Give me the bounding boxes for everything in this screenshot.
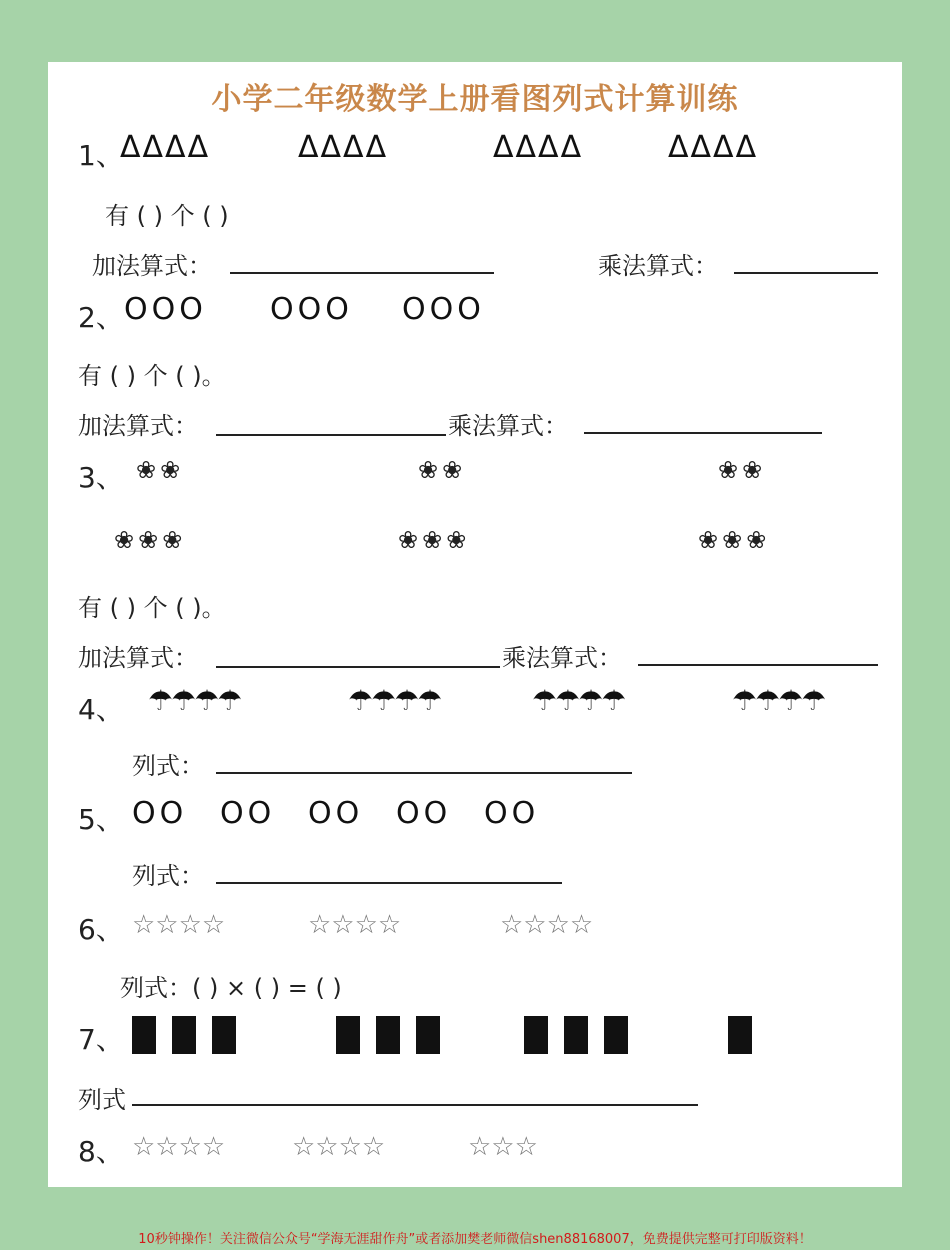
flower-group: ❀❀ xyxy=(136,456,185,484)
circle-group: OOO xyxy=(270,292,353,327)
formula-label: 列式 xyxy=(78,1086,126,1114)
flower-group: ❀❀❀ xyxy=(114,526,187,554)
circle-group: OO xyxy=(220,796,276,831)
answer-line[interactable] xyxy=(216,882,562,884)
circle-group: OO xyxy=(308,796,364,831)
block-group xyxy=(336,1016,456,1054)
star-group: ☆☆☆☆ xyxy=(132,910,226,940)
umbrella-group: ☂☂☂☂ xyxy=(148,684,241,717)
circle-group: OO xyxy=(396,796,452,831)
worksheet xyxy=(48,62,902,1187)
question-number-1: 1、 xyxy=(78,139,124,172)
star-group: ☆☆☆☆ xyxy=(500,910,594,940)
block xyxy=(172,1016,196,1054)
question-number-8: 8、 xyxy=(78,1135,124,1168)
blank-prompt: 有 ( ) 个 ( ) xyxy=(105,202,229,230)
answer-line[interactable] xyxy=(638,664,878,666)
blank-prompt: 有 ( ) 个 ( )。 xyxy=(78,594,226,622)
star-group: ☆☆☆☆ xyxy=(132,1132,226,1162)
answer-line[interactable] xyxy=(216,772,632,774)
block xyxy=(212,1016,236,1054)
question-number-2: 2、 xyxy=(78,301,124,334)
block xyxy=(376,1016,400,1054)
worksheet-title: 小学二年级数学上册看图列式计算训练 xyxy=(211,82,739,117)
umbrella-group: ☂☂☂☂ xyxy=(732,684,825,717)
question-number-6: 6、 xyxy=(78,913,124,946)
triangle-group: ΔΔΔΔ xyxy=(298,130,389,165)
answer-line[interactable] xyxy=(584,432,822,434)
triangle-group: ΔΔΔΔ xyxy=(668,130,759,165)
block xyxy=(564,1016,588,1054)
star-group: ☆☆☆☆ xyxy=(308,910,402,940)
circle-group: OOO xyxy=(402,292,485,327)
flower-group: ❀❀ xyxy=(718,456,767,484)
question-number-3: 3、 xyxy=(78,461,124,494)
block-group xyxy=(728,1016,768,1054)
triangle-group: ΔΔΔΔ xyxy=(493,130,584,165)
answer-line[interactable] xyxy=(216,666,500,668)
formula-blank-prompt: 列式：( ) × ( ) = ( ) xyxy=(120,974,342,1002)
blank-prompt: 有 ( ) 个 ( )。 xyxy=(78,362,226,390)
answer-line[interactable] xyxy=(216,434,446,436)
formula-label: 列式： xyxy=(132,752,204,780)
multiplication-label: 乘法算式： xyxy=(448,412,568,440)
block xyxy=(416,1016,440,1054)
triangle-group: ΔΔΔΔ xyxy=(120,130,211,165)
question-number-4: 4、 xyxy=(78,693,124,726)
block-group xyxy=(524,1016,644,1054)
multiplication-label: 乘法算式： xyxy=(598,252,718,280)
block xyxy=(336,1016,360,1054)
promo-footer: 10秒钟操作！关注微信公众号“学海无涯甜作舟”或者添加樊老师微信shen88168007，免费提供完整可打印版资料！ xyxy=(138,1232,812,1247)
circle-group: OOO xyxy=(124,292,207,327)
answer-line[interactable] xyxy=(230,272,494,274)
answer-line[interactable] xyxy=(734,272,878,274)
circle-group: OO xyxy=(132,796,188,831)
addition-label: 加法算式： xyxy=(78,412,198,440)
flower-group: ❀❀❀ xyxy=(398,526,471,554)
umbrella-group: ☂☂☂☂ xyxy=(532,684,625,717)
addition-label: 加法算式： xyxy=(78,644,198,672)
block-group xyxy=(132,1016,252,1054)
question-number-5: 5、 xyxy=(78,803,124,836)
block xyxy=(728,1016,752,1054)
circle-group: OO xyxy=(484,796,540,831)
question-number-7: 7、 xyxy=(78,1023,124,1056)
multiplication-label: 乘法算式： xyxy=(502,644,622,672)
star-group: ☆☆☆☆ xyxy=(292,1132,386,1162)
formula-label: 列式： xyxy=(132,862,204,890)
flower-group: ❀❀ xyxy=(418,456,467,484)
block xyxy=(132,1016,156,1054)
answer-line[interactable] xyxy=(132,1104,698,1106)
umbrella-group: ☂☂☂☂ xyxy=(348,684,441,717)
flower-group: ❀❀❀ xyxy=(698,526,771,554)
star-group: ☆☆☆ xyxy=(468,1132,538,1162)
addition-label: 加法算式： xyxy=(92,252,212,280)
block xyxy=(604,1016,628,1054)
block xyxy=(524,1016,548,1054)
